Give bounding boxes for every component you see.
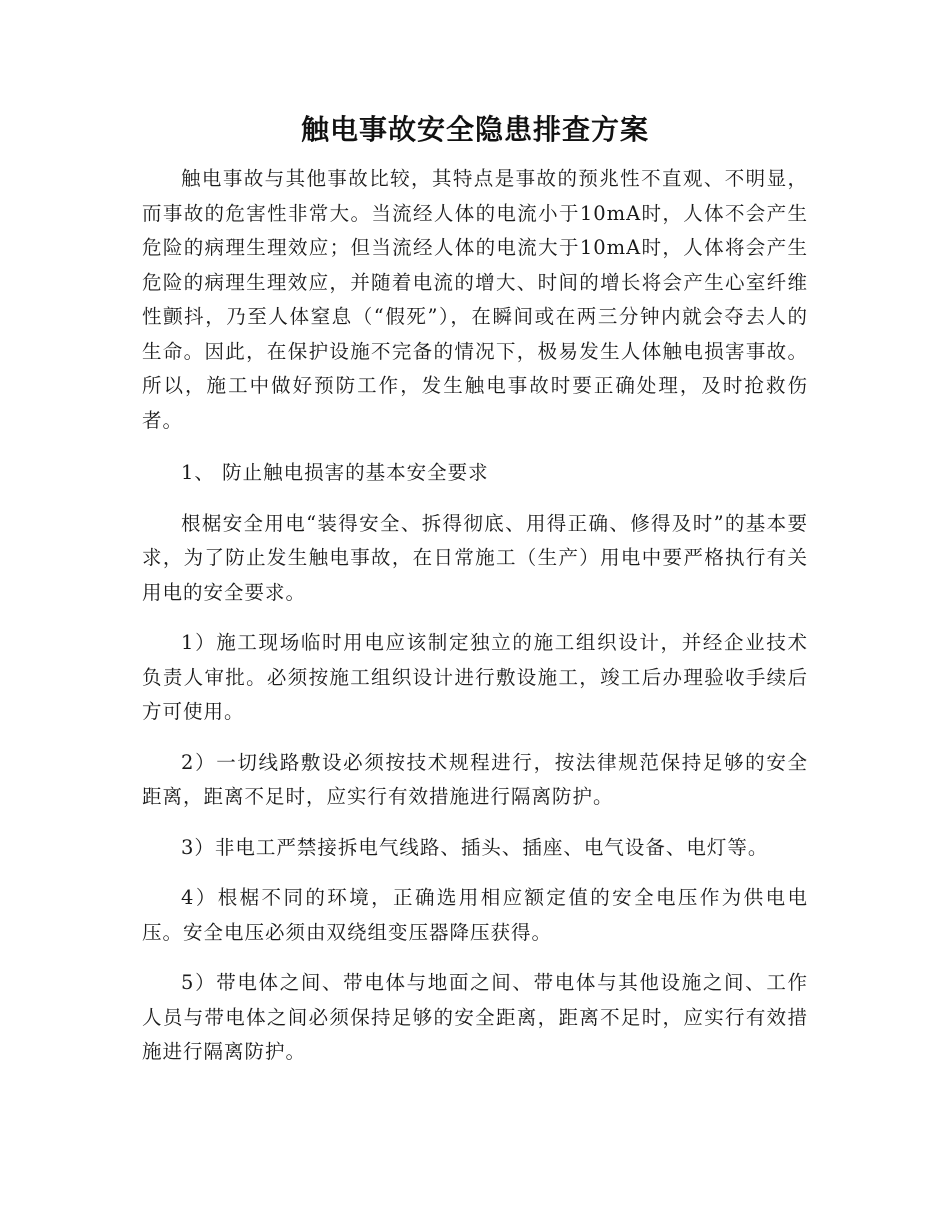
- document-title: 触电事故安全隐患排查方案: [300, 113, 649, 146]
- list-item-5: 5）带电体之间、带电体与地面之间、带电体与其他设施之间、工作人员与带电体之间必须保持足够的安全距离，距离不足时，应实行有效措施进行隔离防护。: [142, 971, 808, 1063]
- list-item-1: 1）施工现场临时用电应该制定独立的施工组织设计，并经企业技术负责人审批。必须按施工组织设计进行敷设施工，竣工后办理验收手续后方可使用。: [142, 631, 808, 723]
- list-item-3: 3）非电工严禁接拆电气线路、插头、插座、电气设备、电灯等。: [181, 835, 769, 859]
- list-item-4: 4）根椐不同的环境，正确选用相应额定值的安全电压作为供电电压。安全电压必须由双绕组变压器降压获得。: [142, 886, 808, 944]
- paragraph-intro: 触电事故与其他事故比较，其特点是事故的预兆性不直观、不明显，而事故的危害性非常大。当流经人体的电流小于10mA时，人体不会产生危险的病理生理效应；但当流经人体的电流大于10mA时，人体将会产生危险的病理生理效应，并随着电流的增大、时间的增长将会产生心室纤维性颤抖，乃至人体窒息（“假死”），在瞬间或在两三分钟内就会夺去人的生命。因此，在保护设施不完备的情况下，极易发生人体触电损害事故。所以，施工中做好预防工作，发生触电事故时要正确处理，及时抢救伤者。: [142, 167, 808, 432]
- list-item-2: 2）一切线路敷设必须按技术规程进行，按法律规范保持足够的安全距离，距离不足时，应实行有效措施进行隔离防护。: [142, 750, 808, 808]
- section-heading-1: 1、 防止触电损害的基本安全要求: [181, 461, 489, 484]
- paragraph-requirements: 根椐安全用电“装得安全、拆得彻底、用得正确、修得及时”的基本要求，为了防止发生触电事故，在日常施工（生产）用电中要严格执行有关用电的安全要求。: [142, 511, 808, 604]
